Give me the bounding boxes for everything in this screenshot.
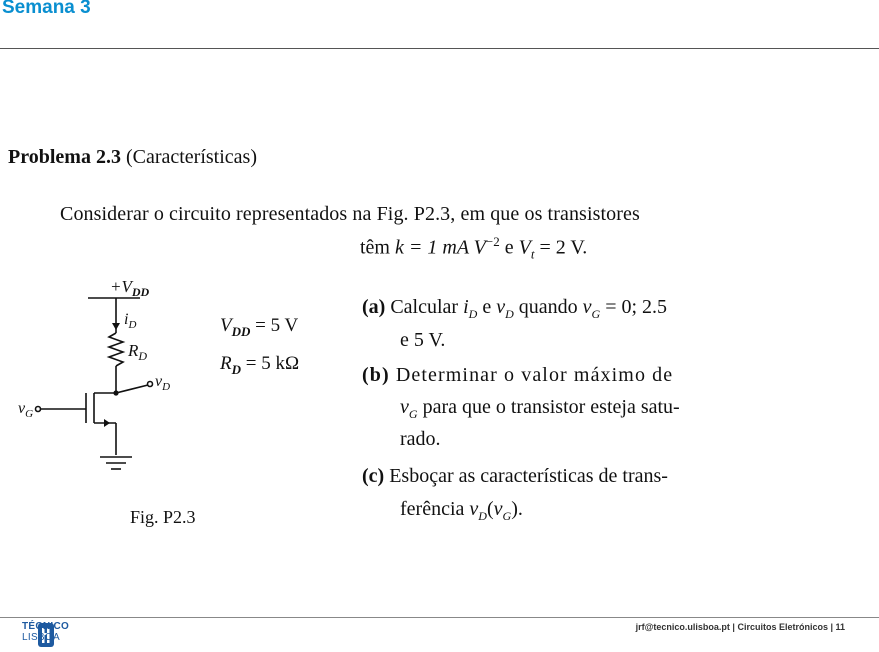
question-b-line-2: $v_G$ para que o transistor esteja satu- bbox=[400, 396, 680, 421]
question-c-text: Esboçar as características de trans- bbox=[389, 465, 668, 487]
drain-node bbox=[113, 390, 118, 395]
vd-terminal bbox=[148, 382, 153, 387]
param-rd-value: = 5 kΩ bbox=[245, 352, 300, 374]
logo-line-1: TÉCNICO bbox=[22, 621, 70, 632]
intro-prefix: têm bbox=[360, 236, 390, 259]
question-a-label: (a) bbox=[362, 296, 386, 318]
intro-mid: e bbox=[504, 236, 514, 259]
question-a-line-1: (a) Calcular $i_D$ e $v_D$ quando $v_G = 0$; 2.5 bbox=[362, 296, 668, 321]
vd-output-wire bbox=[116, 385, 148, 393]
intro-k: k = 1 mA V bbox=[395, 236, 486, 259]
vd-label: $v_D$ bbox=[155, 373, 171, 393]
param-vdd-sub: DD bbox=[231, 323, 251, 339]
rd-label: $R_D$ bbox=[128, 341, 148, 363]
footer-text: jrf@tecnico.ulisboa.pt | Circuitos Eletrónicos | 11 bbox=[635, 622, 845, 632]
question-c-label: (c) bbox=[362, 465, 385, 487]
param-vdd bbox=[220, 310, 299, 348]
intro-line-2 bbox=[360, 234, 587, 263]
question-b-label: (b) bbox=[362, 364, 390, 386]
source-arrow-icon bbox=[104, 419, 110, 427]
id-label: $i_D$ bbox=[124, 311, 137, 331]
param-rd-sub: D bbox=[231, 361, 241, 377]
question-a-line-2: e 5 V. bbox=[400, 329, 446, 351]
param-rd-symbol: R bbox=[220, 352, 232, 374]
figure-caption: Fig. P2.3 bbox=[130, 507, 196, 527]
intro-vt-sub: t bbox=[530, 246, 535, 262]
question-b-line-3: rado. bbox=[400, 428, 441, 450]
intro-vt: V bbox=[518, 236, 531, 259]
footer-divider bbox=[0, 617, 879, 618]
intro-end: = 2 V. bbox=[539, 236, 588, 259]
param-rd bbox=[220, 348, 299, 386]
problem-topic: (Características) bbox=[125, 146, 257, 168]
problem-title bbox=[8, 146, 257, 169]
header-divider bbox=[0, 48, 879, 49]
logo-text bbox=[22, 621, 69, 643]
param-vdd-symbol: V bbox=[220, 315, 232, 336]
vg-label: $v_G$ bbox=[18, 400, 34, 420]
vg-terminal bbox=[36, 407, 41, 412]
question-c-text-2: ferência bbox=[400, 498, 465, 520]
circuit-diagram bbox=[0, 265, 200, 485]
question-c-line-2: ferência $v_D(v_G)$. bbox=[400, 498, 523, 523]
question-b-text-2: para que o transistor esteja satu- bbox=[422, 396, 680, 418]
circuit-parameters bbox=[220, 310, 299, 386]
intro-line-1: Considerar o circuito representados na Fig. P2.3, em que os transistores bbox=[60, 203, 640, 225]
vdd-label: $+V_{DD}$ bbox=[110, 277, 150, 299]
page-title: Semana 3 bbox=[2, 0, 91, 18]
question-a-text: Calcular bbox=[390, 296, 459, 318]
question-b-line-1 bbox=[362, 364, 673, 387]
question-c-line-1 bbox=[362, 465, 668, 488]
intro-k-exp: −2 bbox=[485, 234, 500, 249]
question-a-values: = 0; 2.5 bbox=[605, 296, 668, 318]
resistor-rd bbox=[109, 333, 123, 366]
question-a-when: quando bbox=[518, 296, 578, 318]
logo-line-2: LISBOA bbox=[22, 632, 60, 643]
param-vdd-value: = 5 V bbox=[255, 315, 299, 336]
problem-number: Problema 2.3 bbox=[8, 146, 121, 168]
question-a-and: e bbox=[482, 296, 492, 318]
question-b-text: Determinar o valor máximo de bbox=[395, 364, 674, 386]
id-arrow-icon bbox=[112, 323, 120, 330]
